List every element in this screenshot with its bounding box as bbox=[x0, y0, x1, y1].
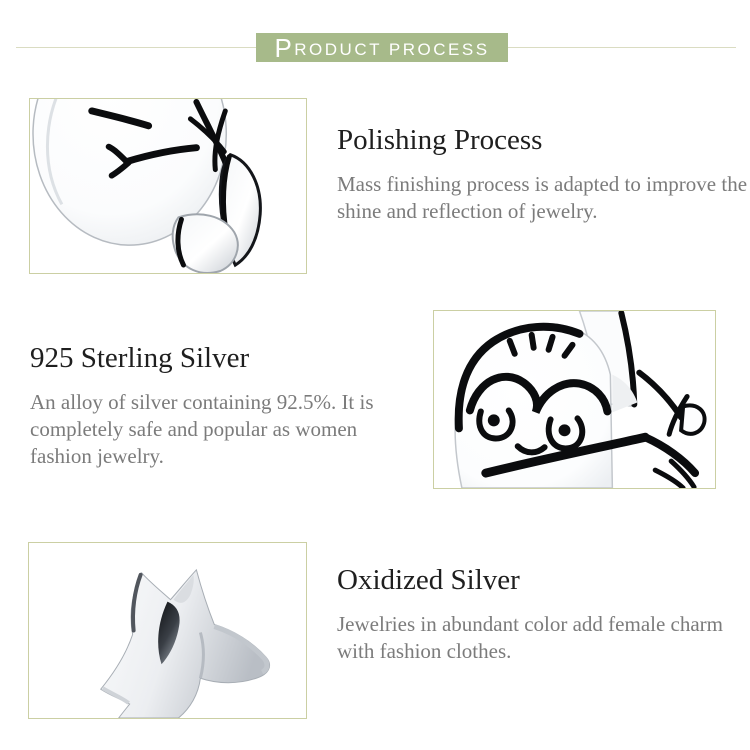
polished-silver-photo bbox=[29, 98, 307, 274]
oxidized-silver-charm-image bbox=[29, 543, 306, 718]
section-title-banner bbox=[256, 33, 508, 62]
oxidized-silver-block bbox=[337, 563, 739, 665]
polishing-process-block bbox=[337, 123, 750, 225]
polishing-process-description: Mass finishing process is adapted to improve the shine and reflection of jewelry. bbox=[337, 171, 748, 223]
section-title-text: RODUCT PROCESS bbox=[294, 39, 490, 59]
sterling-silver-description: An alloy of silver containing 92.5%. It is completely safe and popular as women fashion jewelry. bbox=[30, 389, 374, 468]
sterling-silver-block bbox=[30, 341, 406, 470]
silver-sloth-charm-image bbox=[434, 311, 715, 488]
oxidized-silver-photo bbox=[28, 542, 307, 719]
oxidized-silver-description: Jewelries in abundant color add female charm with fashion clothes. bbox=[337, 611, 724, 663]
sloth-charm-photo bbox=[433, 310, 716, 489]
section-title-initial: P bbox=[274, 32, 295, 63]
polishing-process-heading: Polishing Process bbox=[337, 124, 543, 156]
oxidized-silver-heading: Oxidized Silver bbox=[337, 564, 520, 596]
sterling-silver-heading: 925 Sterling Silver bbox=[30, 342, 250, 374]
polished-silver-jewelry-image bbox=[30, 99, 306, 273]
